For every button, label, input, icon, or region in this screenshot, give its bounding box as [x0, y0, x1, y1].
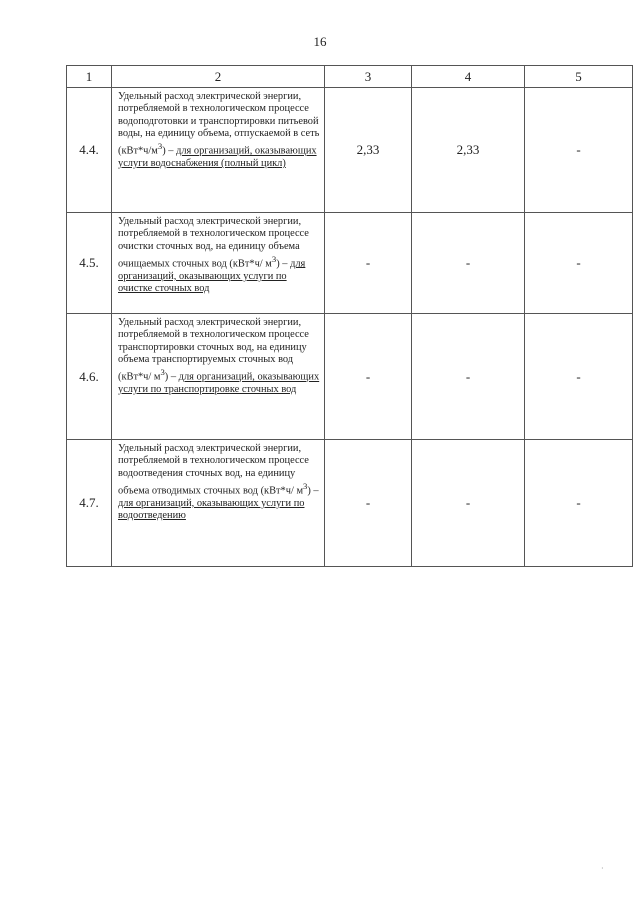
superscript: 3	[303, 480, 308, 491]
indicators-table	[66, 65, 633, 567]
value-cell: -	[325, 440, 412, 567]
superscript: 3	[160, 367, 165, 378]
value-cell: 2,33	[412, 88, 525, 213]
indicator-description	[112, 213, 325, 314]
description-text: Удельный расход электрической энергии, потребляемой в технологическом процессе очистки сточных вод, на единицу объема очищаемых сточных вод (кВт*ч/ м	[118, 216, 309, 270]
description-text: Удельный расход электрической энергии, потребляемой в технологическом процессе водоподготовки и транспортировки питьевой воды, на единицу объема, отпускаемой в сеть (кВт*ч/м	[118, 91, 320, 157]
row-number: 4.4.	[67, 88, 112, 213]
row-number: 4.5.	[67, 213, 112, 314]
value-cell: -	[525, 314, 633, 440]
value-cell: 2,33	[325, 88, 412, 213]
page-number: 16	[313, 34, 327, 49]
table-row	[67, 440, 633, 567]
table-row	[67, 314, 633, 440]
indicator-description	[112, 440, 325, 567]
description-text: Удельный расход электрической энергии, потребляемой в технологическом процессе транспортировки сточных вод, на единицу объема транспортируемых сточных вод (кВт*ч/ м	[118, 317, 309, 383]
description-text: ) –	[162, 145, 177, 157]
value-cell: -	[525, 88, 633, 213]
column-header: 4	[412, 66, 525, 88]
table-row	[67, 213, 633, 314]
description-text: ) –	[164, 371, 179, 383]
column-header: 5	[525, 66, 633, 88]
value-cell: -	[325, 314, 412, 440]
description-underlined: для организаций, оказывающих услуги по транспортировке сточных вод	[118, 371, 320, 395]
superscript: 3	[271, 253, 277, 264]
table-header-row	[67, 66, 633, 88]
description-text: ) –	[276, 258, 291, 270]
description-underlined: для организаций, оказывающих услуги водоснабжения (полный цикл)	[118, 145, 317, 169]
value-cell: -	[412, 213, 525, 314]
description-text: ) –	[307, 485, 319, 497]
row-number: 4.7.	[67, 440, 112, 567]
description-text: Удельный расход электрической энергии, потребляемой в технологическом процессе водоотведения сточных вод, на единицу объема отводимых сточных вод (кВт*ч/ м	[118, 443, 309, 497]
description-underlined: для организаций, оказывающих услуги по очистке сточных вод	[118, 258, 306, 294]
column-header: 1	[67, 66, 112, 88]
value-cell: -	[525, 213, 633, 314]
value-cell: -	[525, 440, 633, 567]
superscript: 3	[157, 141, 163, 152]
column-header: 2	[112, 66, 325, 88]
indicator-description	[112, 88, 325, 213]
table-row	[67, 88, 633, 213]
column-header: 3	[325, 66, 412, 88]
indicator-description	[112, 314, 325, 440]
value-cell: -	[412, 440, 525, 567]
row-number: 4.6.	[67, 314, 112, 440]
value-cell: -	[325, 213, 412, 314]
description-underlined: для организаций, оказывающих услуги по водоотведению	[118, 497, 305, 521]
value-cell: -	[412, 314, 525, 440]
scan-speck: ·	[601, 864, 604, 873]
